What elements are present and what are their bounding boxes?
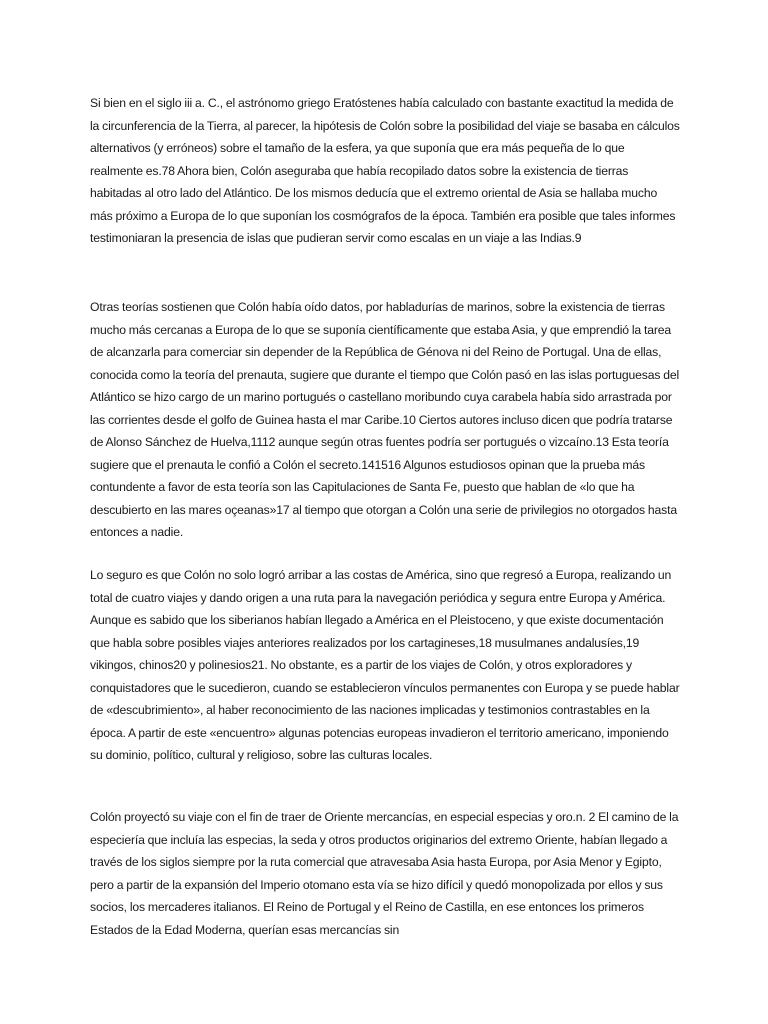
paragraph-prenauta-theory: Otras teorías sostienen que Colón había oído datos, por habladurías de marinos, sobre la existencia de tierras mucho más cercanas a Europa de lo que se suponía científicamente que estaba Asia, y que emprendió la tarea de alcanzarla para comerciar sin depender de la República de Génova ni del Reino de Portugal. Una de ellas, conocida como la teoría del prenauta, sugiere que durante el tiempo que Colón pasó en las islas portuguesas del Atlántico se hizo cargo de un marino portugués o castellano moribundo cuya carabela había sido arrastrada por las corrientes desde el golfo de Guinea hasta el mar Caribe.10 Ciertos autores incluso dicen que podría tratarse de Alonso Sánchez de Huelva,1112 aunque según otras fuentes podría ser portugués o vizcaíno.13 Esta teoría sugiere que el prenauta le confió a Colón el secreto.141516 Algunos estudiosos opinan que la prueba más contundente a favor de esta teoría son las Capitulaciones de Santa Fe, puesto que hablan de «lo que ha descubierto en las mares oçeanas»17 al tiempo que otorgan a Colón una serie de privilegios no otorgados hasta entonces a nadie. <box>90 300 680 539</box>
paragraph-eratostenes: Si bien en el siglo iii a. C., el astrónomo griego Eratóstenes había calculado con bastante exactitud la medida de la circunferencia de la Tierra, al parecer, la hipótesis de Colón sobre la posibilidad del viaje se basaba en cálculos alternativos (y erróneos) sobre el tamaño de la esfera, ya que suponía que era más pequeña de lo que realmente es.78 Ahora bien, Colón aseguraba que había recopilado datos sobre la existencia de tierras habitadas al otro lado del Atlántico. De los mismos deducía que el extremo oriental de Asia se hallaba mucho más próximo a Europa de lo que suponían los cosmógrafos de la época. También era posible que tales informes testimoniaran la presencia de islas que pudieran servir como escalas en un viaje a las Indias.9 <box>90 96 680 245</box>
paragraph-discovery: Lo seguro es que Colón no solo logró arribar a las costas de América, sino que regresó a Europa, realizando un total de cuatro viajes y dando origen a una ruta para la navegación periódica y segura entre Europa y América. Aunque es sabido que los siberianos habían llegado a América en el Pleistoceno, y que existe documentación que habla sobre posibles viajes anteriores realizados por los cartagineses,18 musulmanes andalusíes,19 vikingos, chinos20 y polinesios21. No obstante, es a partir de los viajes de Colón, y otros exploradores y conquistadores que le sucedieron, cuando se establecieron vínculos permanentes con Europa y se puede hablar de «descubrimiento», al haber reconocimiento de las naciones implicadas y testimonios contrastables en la época. A partir de este «encuentro» algunas potencias europeas invadieron el territorio americano, imponiendo su dominio, político, cultural y religioso, sobre las culturas locales. <box>90 568 680 762</box>
paragraph-spice-route: Colón proyectó su viaje con el fin de traer de Oriente mercancías, en especial especias y oro.n. 2 El camino de la especiería que incluía las especias, la seda y otros productos originarios del extremo Oriente, habían llegado a través de los siglos siempre por la ruta comercial que atravesaba Asia hasta Europa, por Asia Menor y Egipto, pero a partir de la expansión del Imperio otomano esta vía se hizo difícil y quedó monopolizada por ellos y sus socios, los mercaderes italianos. El Reino de Portugal y el Reino de Castilla, en ese entonces los primeros Estados de la Edad Moderna, querían esas mercancías sin <box>90 810 679 937</box>
